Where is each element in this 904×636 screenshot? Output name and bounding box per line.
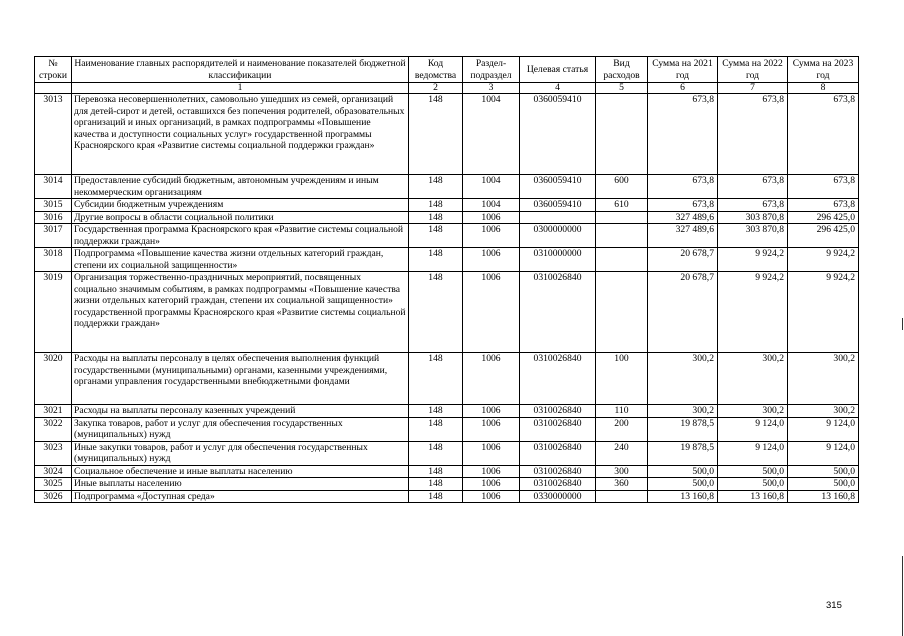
table-row [35,175,859,199]
row-sum-2022: 673,8 [718,94,788,175]
row-expense-kind [596,248,648,272]
row-number: 3025 [35,478,72,491]
row-sum-2022: 9 924,2 [718,248,788,272]
col-number-6: 6 [648,83,718,94]
row-section: 1006 [463,478,520,491]
row-dept-code: 148 [409,465,463,478]
row-name: Государственная программа Красноярского края «Развитие системы социальной поддержки граждан» [72,224,409,248]
row-target-article: 0310026840 [520,353,596,405]
col-number-3: 3 [463,83,520,94]
row-section: 1006 [463,441,520,465]
row-expense-kind: 600 [596,175,648,199]
col-header-code: Код ведомства [409,57,463,83]
row-number: 3022 [35,417,72,441]
row-dept-code: 148 [409,490,463,503]
row-sum-2022: 303 870,8 [718,224,788,248]
row-sum-2023: 673,8 [788,199,859,212]
row-dept-code: 148 [409,199,463,212]
col-number-7: 7 [718,83,788,94]
table-row [35,490,859,503]
row-expense-kind: 110 [596,405,648,418]
row-name: Подпрограмма «Повышение качества жизни отдельных категорий граждан, степени их социальной защищенности» [72,248,409,272]
col-header-2021: Сумма на 2021 год [648,57,718,83]
col-header-kind: Вид расходов [596,57,648,83]
row-sum-2021: 19 878,5 [648,441,718,465]
row-expense-kind: 100 [596,353,648,405]
col-number-2: 2 [409,83,463,94]
row-expense-kind: 200 [596,417,648,441]
table-row [35,478,859,491]
row-name: Социальное обеспечение и иные выплаты населению [72,465,409,478]
row-section: 1004 [463,175,520,199]
row-number: 3020 [35,353,72,405]
row-number: 3019 [35,272,72,353]
row-expense-kind [596,211,648,224]
row-section: 1006 [463,490,520,503]
row-target-article: 0300000000 [520,224,596,248]
table-row [35,224,859,248]
row-target-article [520,211,596,224]
row-sum-2021: 500,0 [648,465,718,478]
row-sum-2021: 20 678,7 [648,272,718,353]
row-number: 3023 [35,441,72,465]
row-name: Расходы на выплаты персоналу в целях обеспечения выполнения функций государственными (муниципальными) органами, казенными учреждениями, органами управления государственными внебюджетными фондами [72,353,409,405]
row-section: 1006 [463,417,520,441]
table-row [35,465,859,478]
col-header-2022: Сумма на 2022 год [718,57,788,83]
row-section: 1006 [463,272,520,353]
col-header-2023: Сумма на 2023 год [788,57,859,83]
header-row [35,57,859,83]
budget-table [34,56,859,503]
row-section: 1006 [463,224,520,248]
row-sum-2022: 673,8 [718,199,788,212]
row-sum-2021: 673,8 [648,199,718,212]
row-sum-2023: 673,8 [788,94,859,175]
row-sum-2023: 300,2 [788,353,859,405]
row-sum-2022: 9 124,0 [718,417,788,441]
row-dept-code: 148 [409,272,463,353]
row-name: Организация торжественно-праздничных мероприятий, посвященных социально значимым событиям, в рамках подпрограммы «Повышение качества жизни отдельных категорий граждан, степени их социальной защищенности» государственной программы Красноярского края «Развитие системы социальной поддержки граждан» [72,272,409,353]
row-number: 3024 [35,465,72,478]
table-row [35,94,859,175]
row-number: 3021 [35,405,72,418]
row-sum-2023: 9 124,0 [788,417,859,441]
row-expense-kind [596,490,648,503]
row-name: Иные закупки товаров, работ и услуг для обеспечения государственных (муниципальных) нужд [72,441,409,465]
row-expense-kind: 300 [596,465,648,478]
col-header-name: Наименование главных распорядителей и наименование показателей бюджетной классификации [72,57,409,83]
row-dept-code: 148 [409,211,463,224]
row-name: Расходы на выплаты персоналу казенных учреждений [72,405,409,418]
table-row [35,417,859,441]
row-sum-2023: 296 425,0 [788,211,859,224]
row-expense-kind: 610 [596,199,648,212]
row-number: 3018 [35,248,72,272]
table-row [35,353,859,405]
row-expense-kind [596,272,648,353]
row-section: 1006 [463,211,520,224]
col-number-5: 5 [596,83,648,94]
row-section: 1004 [463,199,520,212]
row-dept-code: 148 [409,248,463,272]
table-row [35,272,859,353]
row-sum-2022: 500,0 [718,478,788,491]
row-sum-2023: 9 924,2 [788,248,859,272]
row-target-article: 0310026840 [520,272,596,353]
row-section: 1004 [463,94,520,175]
row-sum-2021: 500,0 [648,478,718,491]
row-sum-2021: 673,8 [648,175,718,199]
row-target-article: 0310026840 [520,465,596,478]
table-row [35,441,859,465]
row-name: Перевозка несовершеннолетних, самовольно ушедших из семей, организаций для детей-сирот и детей, оставшихся без попечения родителей, образовательных организаций и иных организаций, в рамках подпрограммы «Повышение качества и доступности социальных услуг» государственной программы Красноярского края «Развитие системы социальной поддержки граждан» [72,94,409,175]
row-target-article: 0310026840 [520,441,596,465]
row-target-article: 0310026840 [520,417,596,441]
row-sum-2021: 19 878,5 [648,417,718,441]
col-number-0 [35,83,72,94]
table-row [35,199,859,212]
col-header-target: Целевая статья [520,57,596,83]
row-dept-code: 148 [409,441,463,465]
row-name: Подпрограмма «Доступная среда» [72,490,409,503]
row-dept-code: 148 [409,478,463,491]
row-sum-2022: 300,2 [718,405,788,418]
row-sum-2023: 673,8 [788,175,859,199]
row-dept-code: 148 [409,94,463,175]
scan-edge-mark [902,556,903,636]
row-name: Предоставление субсидий бюджетным, автономным учреждениям и иным некоммерческим организациям [72,175,409,199]
row-target-article: 0360059410 [520,199,596,212]
col-header-section: Раздел-подраздел [463,57,520,83]
table-body [35,94,859,503]
table-row [35,248,859,272]
row-sum-2021: 327 489,6 [648,211,718,224]
row-target-article: 0310026840 [520,478,596,491]
page-number: 315 [826,600,842,611]
row-section: 1006 [463,405,520,418]
scan-edge-mark [902,318,903,330]
row-expense-kind: 240 [596,441,648,465]
row-number: 3015 [35,199,72,212]
row-sum-2021: 300,2 [648,353,718,405]
row-sum-2022: 13 160,8 [718,490,788,503]
row-sum-2023: 296 425,0 [788,224,859,248]
row-sum-2022: 673,8 [718,175,788,199]
row-sum-2022: 9 924,2 [718,272,788,353]
row-sum-2022: 500,0 [718,465,788,478]
row-name: Иные выплаты населению [72,478,409,491]
row-sum-2021: 327 489,6 [648,224,718,248]
row-section: 1006 [463,465,520,478]
row-sum-2021: 300,2 [648,405,718,418]
row-section: 1006 [463,353,520,405]
row-sum-2023: 13 160,8 [788,490,859,503]
row-dept-code: 148 [409,417,463,441]
row-sum-2021: 13 160,8 [648,490,718,503]
row-number: 3017 [35,224,72,248]
row-expense-kind [596,224,648,248]
column-number-row [35,83,859,94]
row-sum-2021: 673,8 [648,94,718,175]
row-sum-2023: 500,0 [788,478,859,491]
row-target-article: 0360059410 [520,94,596,175]
row-sum-2023: 9 124,0 [788,441,859,465]
row-dept-code: 148 [409,224,463,248]
row-name: Другие вопросы в области социальной политики [72,211,409,224]
budget-table-container [34,56,858,503]
row-number: 3026 [35,490,72,503]
row-expense-kind: 360 [596,478,648,491]
row-sum-2022: 303 870,8 [718,211,788,224]
row-number: 3016 [35,211,72,224]
row-section: 1006 [463,248,520,272]
row-sum-2023: 9 924,2 [788,272,859,353]
row-target-article: 0310000000 [520,248,596,272]
row-name: Субсидии бюджетным учреждениям [72,199,409,212]
row-name: Закупка товаров, работ и услуг для обеспечения государственных (муниципальных) нужд [72,417,409,441]
table-row [35,405,859,418]
row-dept-code: 148 [409,353,463,405]
row-sum-2021: 20 678,7 [648,248,718,272]
table-row [35,211,859,224]
row-expense-kind [596,94,648,175]
col-header-num: № строки [35,57,72,83]
row-target-article: 0330000000 [520,490,596,503]
row-number: 3013 [35,94,72,175]
row-sum-2022: 300,2 [718,353,788,405]
col-number-8: 8 [788,83,859,94]
row-sum-2022: 9 124,0 [718,441,788,465]
col-number-4: 4 [520,83,596,94]
row-dept-code: 148 [409,175,463,199]
row-target-article: 0360059410 [520,175,596,199]
row-sum-2023: 300,2 [788,405,859,418]
row-target-article: 0310026840 [520,405,596,418]
row-sum-2023: 500,0 [788,465,859,478]
row-number: 3014 [35,175,72,199]
row-dept-code: 148 [409,405,463,418]
col-number-1: 1 [72,83,409,94]
